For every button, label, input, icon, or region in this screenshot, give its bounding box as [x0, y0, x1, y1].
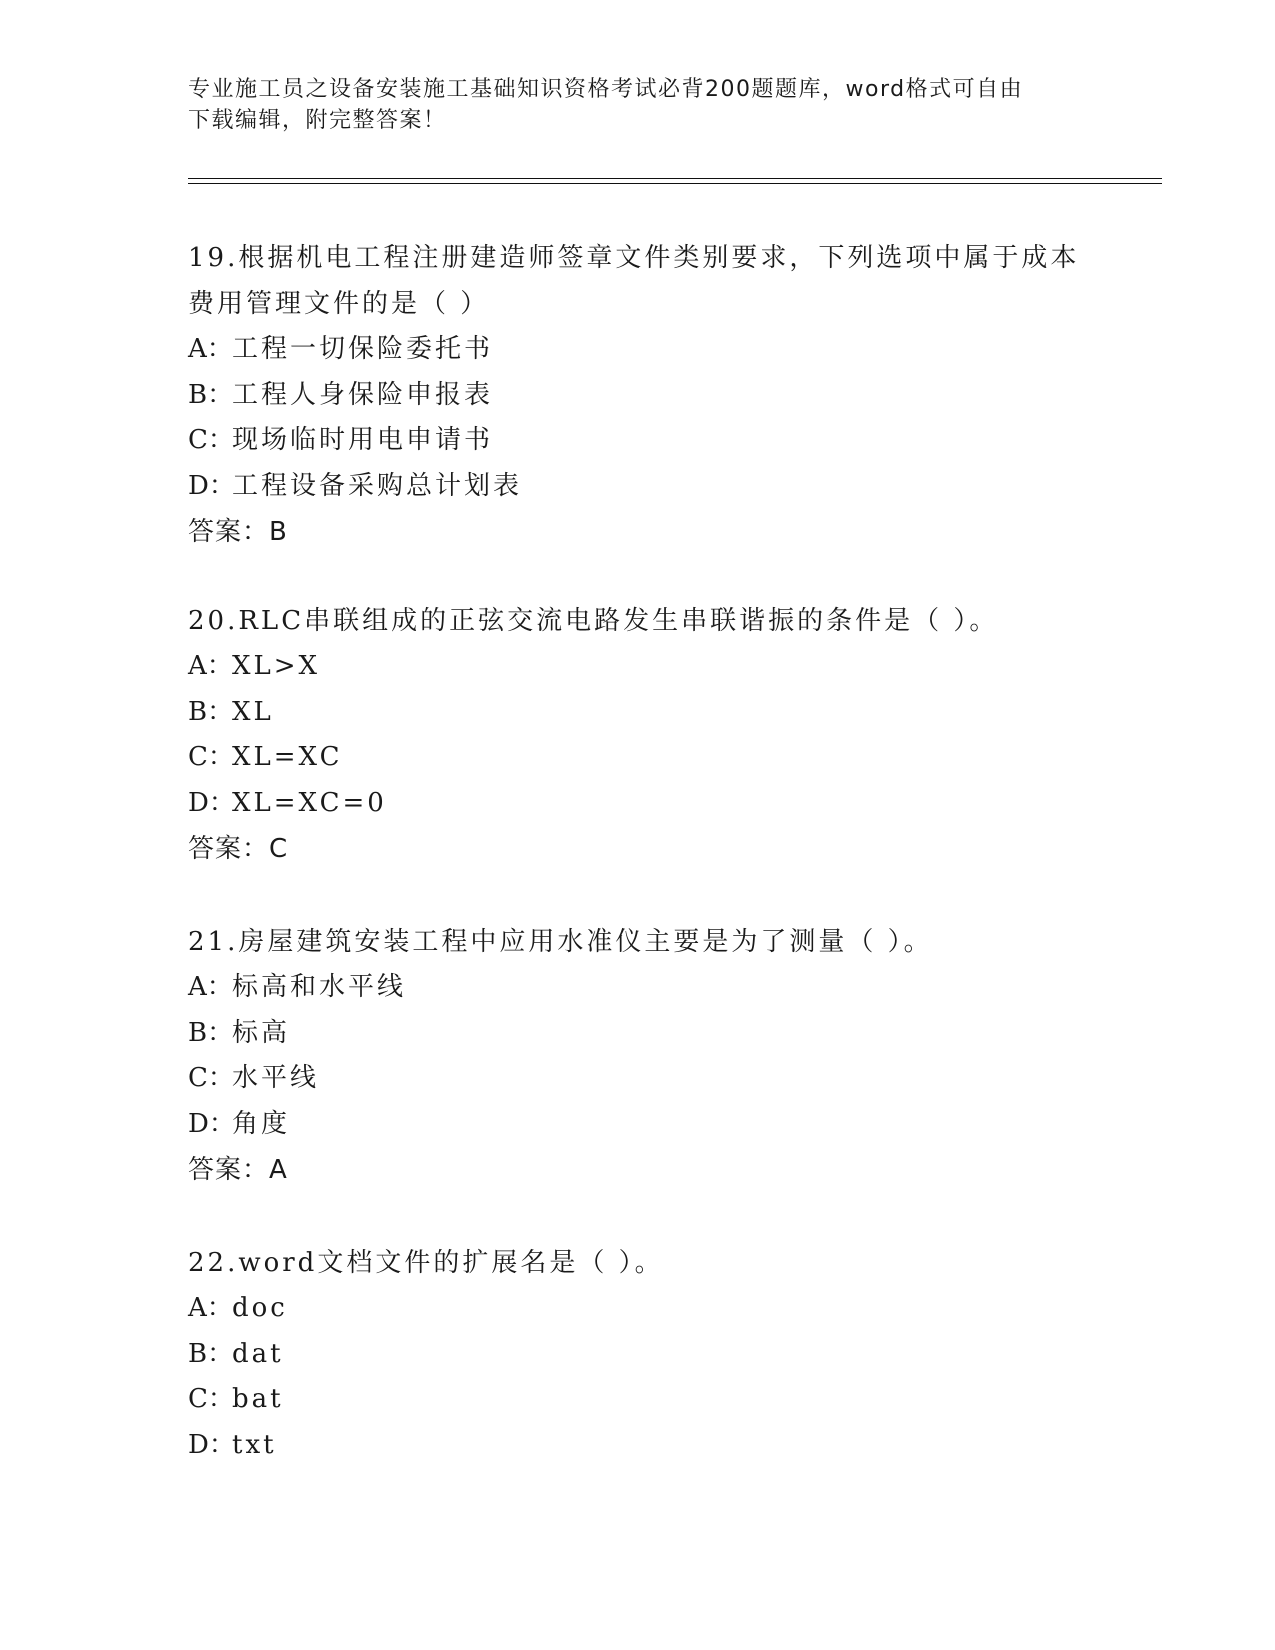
option-key: B： — [188, 379, 234, 410]
option-text: 角度 — [232, 1108, 291, 1139]
option-key: D： — [188, 1429, 235, 1460]
question-stem-line: 22.word文档文件的扩展名是（ ）。 — [188, 1248, 664, 1278]
option-c — [188, 418, 1088, 464]
header-divider-bottom — [188, 183, 1162, 184]
header-divider-top — [188, 178, 1162, 179]
document-header — [188, 74, 1088, 136]
option-text: 水平线 — [232, 1063, 320, 1093]
option-key: A： — [188, 651, 233, 681]
option-text: XL>X — [232, 651, 321, 681]
option-b — [188, 690, 1088, 736]
question-stem-line: 费用管理文件的是（ ） — [188, 289, 490, 319]
option-key: A： — [188, 334, 233, 364]
option-d — [188, 1102, 1088, 1148]
option-text: 标高 — [232, 1017, 291, 1048]
question-stem-line: 21.房屋建筑安装工程中应用水准仪主要是为了测量（ ）。 — [188, 927, 933, 957]
question-stem-line: 19.根据机电工程注册建造师签章文件类别要求，下列选项中属于成本 — [188, 243, 1080, 273]
answer-line: 答案：A — [188, 1155, 288, 1185]
option-text: 工程设备采购总计划表 — [232, 470, 523, 501]
option-key: D： — [188, 787, 235, 818]
question-20 — [188, 598, 1088, 872]
option-text: 现场临时用电申请书 — [232, 425, 494, 455]
question-22 — [188, 1240, 1088, 1468]
option-c — [188, 1377, 1088, 1423]
option-key: C： — [188, 1384, 234, 1414]
option-text: doc — [232, 1293, 288, 1323]
question-stem-line: 20.RLC串联组成的正弦交流电路发生串联谐振的条件是（ ）。 — [188, 606, 999, 636]
option-text: 工程一切保险委托书 — [232, 334, 494, 364]
option-a — [188, 644, 1088, 690]
question-21 — [188, 919, 1088, 1193]
header-line-1: 专业施工员之设备安装施工基础知识资格考试必背200题题库，word格式可自由 — [188, 77, 1024, 102]
answer-line: 答案：B — [188, 517, 288, 547]
option-text: dat — [232, 1338, 284, 1369]
option-key: D： — [188, 1108, 235, 1139]
option-key: A： — [188, 1293, 233, 1323]
option-a — [188, 1286, 1088, 1332]
option-d — [188, 1423, 1088, 1469]
option-b — [188, 1332, 1088, 1378]
option-a — [188, 327, 1088, 373]
option-b — [188, 373, 1088, 419]
option-text: XL=XC — [232, 742, 343, 772]
option-d — [188, 464, 1088, 510]
option-c — [188, 735, 1088, 781]
option-text: XL=XC=0 — [232, 787, 387, 818]
option-key: C： — [188, 742, 234, 772]
option-key: B： — [188, 1017, 234, 1048]
question-19 — [188, 235, 1088, 555]
option-key: B： — [188, 696, 234, 727]
option-key: C： — [188, 1063, 234, 1093]
option-text: txt — [232, 1429, 277, 1460]
option-a — [188, 965, 1088, 1011]
option-key: A： — [188, 972, 233, 1002]
option-c — [188, 1056, 1088, 1102]
header-line-2: 下载编辑，附完整答案！ — [188, 108, 447, 133]
option-d — [188, 781, 1088, 827]
option-text: bat — [232, 1384, 284, 1414]
option-text: 工程人身保险申报表 — [232, 379, 494, 410]
option-b — [188, 1011, 1088, 1057]
option-key: D： — [188, 470, 235, 501]
option-key: B： — [188, 1338, 234, 1369]
option-key: C： — [188, 425, 234, 455]
answer-line: 答案：C — [188, 834, 289, 864]
option-text: 标高和水平线 — [232, 972, 407, 1002]
option-text: XL — [232, 696, 274, 727]
